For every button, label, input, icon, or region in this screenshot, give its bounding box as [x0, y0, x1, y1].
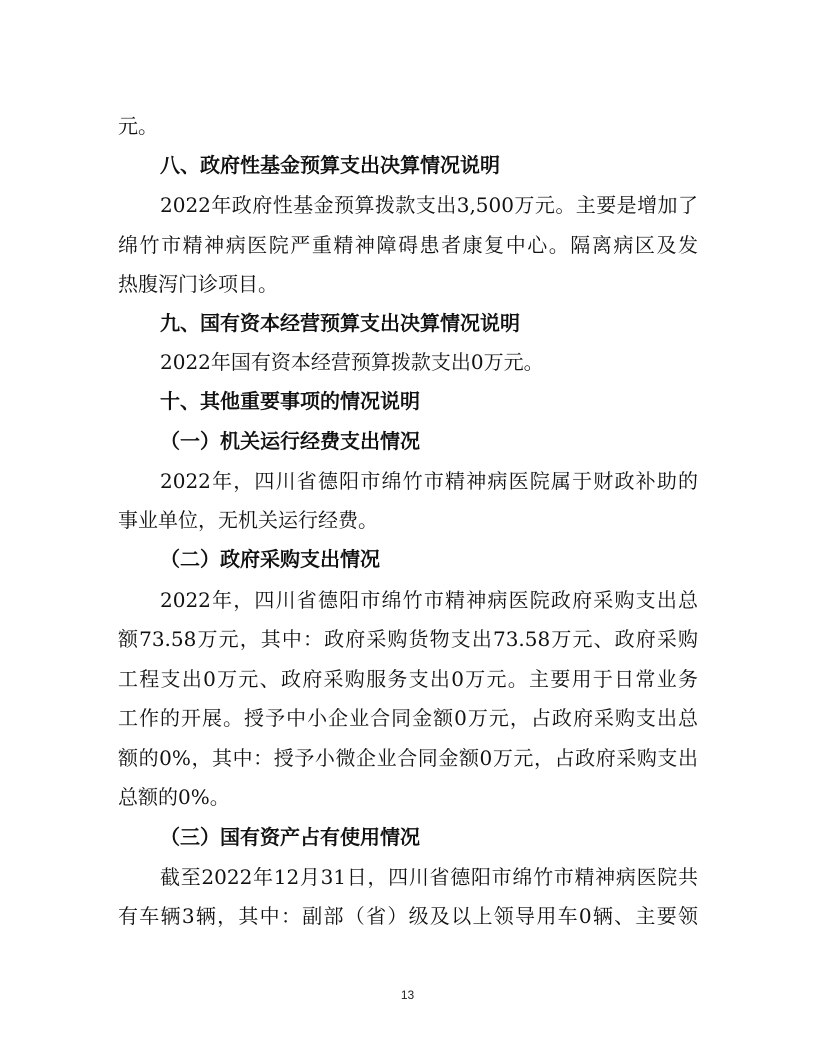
body-text-line: 事业单位，无机关运行经费。	[118, 508, 378, 532]
page-number: 13	[400, 988, 415, 1002]
subsection-heading: （三）国有资产占有使用情况	[160, 825, 420, 849]
subsection-heading: （一）机关运行经费支出情况	[160, 429, 420, 453]
body-text-line: 截至2022年12月31日，四川省德阳市绵竹市精神病医院共	[160, 865, 698, 889]
body-text-line: 2022年，四川省德阳市绵竹市精神病医院政府采购支出总	[160, 588, 698, 612]
body-text-line: 总额的0%。	[118, 785, 230, 809]
body-text-line: 工程支出0万元、政府采购服务支出0万元。主要用于日常业务	[118, 667, 698, 691]
subsection-heading: （二）政府采购支出情况	[160, 547, 380, 571]
body-text-line: 额73.58万元，其中：政府采购货物支出73.58万元、政府采购	[118, 627, 698, 651]
body-text-line: 2022年，四川省德阳市绵竹市精神病医院属于财政补助的	[160, 469, 698, 493]
body-text-line: 有车辆3辆，其中：副部（省）级及以上领导用车0辆、主要领	[118, 904, 698, 928]
body-text-line: 工作的开展。授予中小企业合同金额0万元，占政府采购支出总	[118, 706, 698, 730]
body-text-line: 2022年政府性基金预算拨款支出3,500万元。主要是增加了	[160, 193, 698, 217]
body-text-line: 绵竹市精神病医院严重精神障碍患者康复中心。隔离病区及发	[118, 233, 698, 257]
section-heading: 十、其他重要事项的情况说明	[160, 389, 420, 413]
body-text-line: 额的0%，其中：授予小微企业合同金额0万元，占政府采购支出	[118, 746, 698, 770]
section-heading: 八、政府性基金预算支出决算情况说明	[160, 153, 500, 177]
section-heading: 九、国有资本经营预算支出决算情况说明	[160, 311, 520, 335]
body-text-line: 热腹泻门诊项目。	[118, 272, 278, 296]
body-text-line: 元。	[118, 114, 158, 138]
body-text-line: 2022年国有资本经营预算拨款支出0万元。	[160, 350, 544, 374]
